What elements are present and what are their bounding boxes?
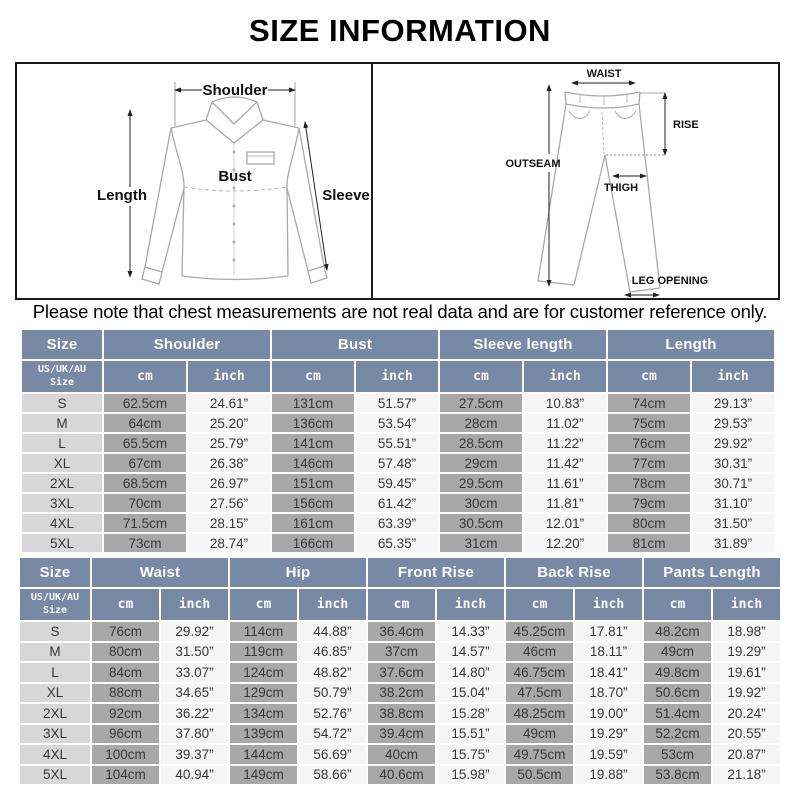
inch-value-cell: 11.42” bbox=[524, 454, 606, 472]
size-cell: L bbox=[20, 663, 90, 682]
cm-value-cell: 124cm bbox=[230, 663, 297, 682]
unit-inch: inch bbox=[161, 589, 228, 620]
cm-value-cell: 149cm bbox=[230, 766, 297, 785]
inch-value-cell: 37.80” bbox=[161, 725, 228, 744]
cm-value-cell: 84cm bbox=[92, 663, 159, 682]
size-row bbox=[22, 394, 774, 412]
shirt-size-table bbox=[20, 328, 776, 554]
inch-value-cell: 36.22” bbox=[161, 704, 228, 723]
size-cell: M bbox=[20, 643, 90, 662]
size-row bbox=[20, 663, 780, 682]
inch-value-cell: 10.83” bbox=[524, 394, 606, 412]
shoulder-label: Shoulder bbox=[202, 82, 268, 99]
col-bust: Bust bbox=[272, 330, 438, 359]
size-cell: 2XL bbox=[22, 474, 102, 492]
shirt-diagram-panel bbox=[17, 64, 373, 298]
size-header-line2: Size bbox=[42, 604, 68, 616]
inch-value-cell: 55.51” bbox=[356, 434, 438, 452]
cm-value-cell: 49.75cm bbox=[506, 745, 573, 764]
cm-value-cell: 40cm bbox=[368, 745, 435, 764]
inch-value-cell: 33.07” bbox=[161, 663, 228, 682]
cm-value-cell: 38.8cm bbox=[368, 704, 435, 723]
cm-value-cell: 131cm bbox=[272, 394, 354, 412]
pants-diagram-panel bbox=[373, 64, 778, 298]
size-cell: S bbox=[22, 394, 102, 412]
cm-value-cell: 36.4cm bbox=[368, 622, 435, 641]
us-uk-au-size-header bbox=[20, 589, 90, 620]
cm-value-cell: 80cm bbox=[92, 643, 159, 662]
unit-cm: cm bbox=[104, 361, 186, 392]
inch-value-cell: 56.69” bbox=[299, 745, 366, 764]
inch-value-cell: 15.98” bbox=[437, 766, 504, 785]
inch-value-cell: 19.29” bbox=[575, 725, 642, 744]
cm-value-cell: 74cm bbox=[608, 394, 690, 412]
inch-value-cell: 24.61” bbox=[188, 394, 270, 412]
size-row bbox=[22, 494, 774, 512]
cm-value-cell: 76cm bbox=[608, 434, 690, 452]
unit-inch: inch bbox=[437, 589, 504, 620]
inch-value-cell: 39.37” bbox=[161, 745, 228, 764]
inch-value-cell: 34.65” bbox=[161, 684, 228, 703]
cm-value-cell: 64cm bbox=[104, 414, 186, 432]
inch-value-cell: 53.54” bbox=[356, 414, 438, 432]
inch-value-cell: 28.74” bbox=[188, 534, 270, 552]
inch-value-cell: 28.15” bbox=[188, 514, 270, 532]
inch-value-cell: 30.71” bbox=[692, 474, 774, 492]
cm-value-cell: 53cm bbox=[644, 745, 711, 764]
inch-value-cell: 44.88” bbox=[299, 622, 366, 641]
inch-value-cell: 15.28” bbox=[437, 704, 504, 723]
cm-value-cell: 73cm bbox=[104, 534, 186, 552]
inch-value-cell: 15.04” bbox=[437, 684, 504, 703]
inch-value-cell: 31.50” bbox=[692, 514, 774, 532]
cm-value-cell: 50.6cm bbox=[644, 684, 711, 703]
size-row bbox=[20, 643, 780, 662]
pants-table-body bbox=[20, 622, 780, 784]
unit-cm: cm bbox=[440, 361, 522, 392]
size-row bbox=[22, 414, 774, 432]
size-row bbox=[22, 514, 774, 532]
size-cell: XL bbox=[22, 454, 102, 472]
size-row bbox=[20, 684, 780, 703]
size-row bbox=[20, 622, 780, 641]
inch-value-cell: 59.45” bbox=[356, 474, 438, 492]
reference-note: Please note that chest measurements are not real data and are for customer reference only. bbox=[32, 301, 768, 322]
size-cell: 5XL bbox=[22, 534, 102, 552]
cm-value-cell: 119cm bbox=[230, 643, 297, 662]
cm-value-cell: 76cm bbox=[92, 622, 159, 641]
col-pants-length: Pants Length bbox=[644, 558, 780, 587]
sleeve-label: Sleeve bbox=[322, 187, 370, 204]
inch-value-cell: 54.72” bbox=[299, 725, 366, 744]
cm-value-cell: 144cm bbox=[230, 745, 297, 764]
inch-value-cell: 11.02” bbox=[524, 414, 606, 432]
inch-value-cell: 14.33” bbox=[437, 622, 504, 641]
inch-value-cell: 52.76” bbox=[299, 704, 366, 723]
col-size: Size bbox=[22, 330, 102, 359]
size-cell: M bbox=[22, 414, 102, 432]
inch-value-cell: 19.29” bbox=[713, 643, 780, 662]
col-sleeve-length: Sleeve length bbox=[440, 330, 606, 359]
col-length: Length bbox=[608, 330, 774, 359]
cm-value-cell: 80cm bbox=[608, 514, 690, 532]
cm-value-cell: 68.5cm bbox=[104, 474, 186, 492]
unit-inch: inch bbox=[524, 361, 606, 392]
rise-label: RISE bbox=[673, 119, 699, 131]
size-header-line1: US/UK/AU bbox=[30, 592, 80, 603]
unit-cm: cm bbox=[506, 589, 573, 620]
cm-value-cell: 96cm bbox=[92, 725, 159, 744]
cm-value-cell: 30cm bbox=[440, 494, 522, 512]
cm-value-cell: 30.5cm bbox=[440, 514, 522, 532]
col-size: Size bbox=[20, 558, 90, 587]
cm-value-cell: 134cm bbox=[230, 704, 297, 723]
col-hip: Hip bbox=[230, 558, 366, 587]
cm-value-cell: 77cm bbox=[608, 454, 690, 472]
cm-value-cell: 48.2cm bbox=[644, 622, 711, 641]
cm-value-cell: 29cm bbox=[440, 454, 522, 472]
cm-value-cell: 46.75cm bbox=[506, 663, 573, 682]
inch-value-cell: 65.35” bbox=[356, 534, 438, 552]
unit-inch: inch bbox=[692, 361, 774, 392]
cm-value-cell: 88cm bbox=[92, 684, 159, 703]
unit-cm: cm bbox=[272, 361, 354, 392]
size-cell: 4XL bbox=[20, 745, 90, 764]
cm-value-cell: 100cm bbox=[92, 745, 159, 764]
inch-value-cell: 11.81” bbox=[524, 494, 606, 512]
inch-value-cell: 19.59” bbox=[575, 745, 642, 764]
cm-value-cell: 156cm bbox=[272, 494, 354, 512]
inch-value-cell: 20.55” bbox=[713, 725, 780, 744]
bust-line bbox=[184, 187, 287, 191]
size-row bbox=[20, 704, 780, 723]
inch-value-cell: 14.80” bbox=[437, 663, 504, 682]
size-cell: 4XL bbox=[22, 514, 102, 532]
inch-value-cell: 27.56” bbox=[188, 494, 270, 512]
inch-value-cell: 19.00” bbox=[575, 704, 642, 723]
inch-value-cell: 26.38” bbox=[188, 454, 270, 472]
cm-value-cell: 50.5cm bbox=[506, 766, 573, 785]
inch-value-cell: 29.92” bbox=[161, 622, 228, 641]
inch-value-cell: 51.57” bbox=[356, 394, 438, 412]
cm-value-cell: 37cm bbox=[368, 643, 435, 662]
size-cell: S bbox=[20, 622, 90, 641]
cm-value-cell: 49cm bbox=[644, 643, 711, 662]
cm-value-cell: 62.5cm bbox=[104, 394, 186, 412]
size-row bbox=[22, 454, 774, 472]
unit-cm: cm bbox=[608, 361, 690, 392]
cm-value-cell: 37.6cm bbox=[368, 663, 435, 682]
waist-label: WAIST bbox=[586, 68, 622, 80]
cm-value-cell: 45.25cm bbox=[506, 622, 573, 641]
cm-value-cell: 114cm bbox=[230, 622, 297, 641]
inch-value-cell: 19.88” bbox=[575, 766, 642, 785]
inch-value-cell: 19.61” bbox=[713, 663, 780, 682]
cm-value-cell: 29.5cm bbox=[440, 474, 522, 492]
size-cell: 2XL bbox=[20, 704, 90, 723]
inch-value-cell: 12.01” bbox=[524, 514, 606, 532]
unit-cm: cm bbox=[92, 589, 159, 620]
cm-value-cell: 81cm bbox=[608, 534, 690, 552]
size-cell: L bbox=[22, 434, 102, 452]
inch-value-cell: 25.79” bbox=[188, 434, 270, 452]
cm-value-cell: 27.5cm bbox=[440, 394, 522, 412]
page-title: SIZE INFORMATION bbox=[249, 13, 551, 48]
cm-value-cell: 46cm bbox=[506, 643, 573, 662]
unit-inch: inch bbox=[188, 361, 270, 392]
inch-value-cell: 17.81” bbox=[575, 622, 642, 641]
inch-value-cell: 29.92” bbox=[692, 434, 774, 452]
pants-outline bbox=[538, 92, 660, 292]
inch-value-cell: 19.92” bbox=[713, 684, 780, 703]
inch-value-cell: 20.24” bbox=[713, 704, 780, 723]
size-cell: 3XL bbox=[20, 725, 90, 744]
inch-value-cell: 26.97” bbox=[188, 474, 270, 492]
inch-value-cell: 18.11” bbox=[575, 643, 642, 662]
cm-value-cell: 71.5cm bbox=[104, 514, 186, 532]
cm-value-cell: 49.8cm bbox=[644, 663, 711, 682]
inch-value-cell: 14.57” bbox=[437, 643, 504, 662]
pants-details bbox=[580, 94, 627, 154]
shirt-table-body bbox=[22, 394, 774, 552]
group-header-row bbox=[22, 330, 774, 359]
cm-value-cell: 129cm bbox=[230, 684, 297, 703]
size-row bbox=[22, 434, 774, 452]
size-header-line1: US/UK/AU bbox=[37, 364, 87, 375]
cm-value-cell: 136cm bbox=[272, 414, 354, 432]
inch-value-cell: 15.75” bbox=[437, 745, 504, 764]
cm-value-cell: 38.2cm bbox=[368, 684, 435, 703]
col-waist: Waist bbox=[92, 558, 228, 587]
col-back-rise: Back Rise bbox=[506, 558, 642, 587]
group-header-row bbox=[20, 558, 780, 587]
unit-cm: cm bbox=[368, 589, 435, 620]
cm-value-cell: 28.5cm bbox=[440, 434, 522, 452]
cm-value-cell: 52.2cm bbox=[644, 725, 711, 744]
leg-opening-label: LEG OPENING bbox=[631, 275, 709, 287]
cm-value-cell: 146cm bbox=[272, 454, 354, 472]
inch-value-cell: 11.22” bbox=[524, 434, 606, 452]
size-cell: 3XL bbox=[22, 494, 102, 512]
unit-inch: inch bbox=[575, 589, 642, 620]
us-uk-au-size-header bbox=[22, 361, 102, 392]
thigh-label: THIGH bbox=[603, 182, 639, 194]
cm-value-cell: 65.5cm bbox=[104, 434, 186, 452]
unit-cm: cm bbox=[230, 589, 297, 620]
bust-label: Bust bbox=[218, 168, 252, 185]
inch-value-cell: 31.10” bbox=[692, 494, 774, 512]
cm-value-cell: 104cm bbox=[92, 766, 159, 785]
size-header-line2: Size bbox=[49, 376, 75, 388]
cm-value-cell: 51.4cm bbox=[644, 704, 711, 723]
cm-value-cell: 151cm bbox=[272, 474, 354, 492]
size-row bbox=[20, 725, 780, 744]
cm-value-cell: 39.4cm bbox=[368, 725, 435, 744]
unit-header-row bbox=[20, 589, 780, 620]
inch-value-cell: 57.48” bbox=[356, 454, 438, 472]
inch-value-cell: 40.94” bbox=[161, 766, 228, 785]
outseam-label: OUTSEAM bbox=[505, 158, 561, 170]
cm-value-cell: 161cm bbox=[272, 514, 354, 532]
shirt-diagram bbox=[17, 64, 371, 298]
pants-size-table bbox=[18, 556, 782, 786]
inch-value-cell: 29.13” bbox=[692, 394, 774, 412]
unit-cm: cm bbox=[644, 589, 711, 620]
col-front-rise: Front Rise bbox=[368, 558, 504, 587]
cm-value-cell: 49cm bbox=[506, 725, 573, 744]
inch-value-cell: 30.31” bbox=[692, 454, 774, 472]
cm-value-cell: 92cm bbox=[92, 704, 159, 723]
inch-value-cell: 12.20” bbox=[524, 534, 606, 552]
inch-value-cell: 11.61” bbox=[524, 474, 606, 492]
inch-value-cell: 18.41” bbox=[575, 663, 642, 682]
inch-value-cell: 18.98” bbox=[713, 622, 780, 641]
size-cell: XL bbox=[20, 684, 90, 703]
unit-inch: inch bbox=[299, 589, 366, 620]
cm-value-cell: 70cm bbox=[104, 494, 186, 512]
inch-value-cell: 18.70” bbox=[575, 684, 642, 703]
cm-value-cell: 40.6cm bbox=[368, 766, 435, 785]
cm-value-cell: 78cm bbox=[608, 474, 690, 492]
measurement-diagram-box bbox=[15, 62, 780, 300]
cm-value-cell: 75cm bbox=[608, 414, 690, 432]
inch-value-cell: 31.89” bbox=[692, 534, 774, 552]
inch-value-cell: 50.79” bbox=[299, 684, 366, 703]
size-row bbox=[20, 766, 780, 785]
inch-value-cell: 48.82” bbox=[299, 663, 366, 682]
cm-value-cell: 31cm bbox=[440, 534, 522, 552]
cm-value-cell: 53.8cm bbox=[644, 766, 711, 785]
inch-value-cell: 25.20” bbox=[188, 414, 270, 432]
col-shoulder: Shoulder bbox=[104, 330, 270, 359]
inch-value-cell: 31.50” bbox=[161, 643, 228, 662]
size-cell: 5XL bbox=[20, 766, 90, 785]
unit-inch: inch bbox=[356, 361, 438, 392]
inch-value-cell: 58.66” bbox=[299, 766, 366, 785]
cm-value-cell: 47.5cm bbox=[506, 684, 573, 703]
inch-value-cell: 15.51” bbox=[437, 725, 504, 744]
inch-value-cell: 20.87” bbox=[713, 745, 780, 764]
inch-value-cell: 63.39” bbox=[356, 514, 438, 532]
cm-value-cell: 28cm bbox=[440, 414, 522, 432]
inch-value-cell: 21.18” bbox=[713, 766, 780, 785]
length-label: Length bbox=[97, 187, 147, 204]
cm-value-cell: 141cm bbox=[272, 434, 354, 452]
size-row bbox=[22, 474, 774, 492]
cm-value-cell: 67cm bbox=[104, 454, 186, 472]
inch-value-cell: 46.85” bbox=[299, 643, 366, 662]
size-row bbox=[20, 745, 780, 764]
inch-value-cell: 29.53” bbox=[692, 414, 774, 432]
size-row bbox=[22, 534, 774, 552]
pants-diagram bbox=[373, 64, 778, 298]
unit-header-row bbox=[22, 361, 774, 392]
inch-value-cell: 61.42” bbox=[356, 494, 438, 512]
cm-value-cell: 166cm bbox=[272, 534, 354, 552]
cm-value-cell: 48.25cm bbox=[506, 704, 573, 723]
unit-inch: inch bbox=[713, 589, 780, 620]
cm-value-cell: 79cm bbox=[608, 494, 690, 512]
cm-value-cell: 139cm bbox=[230, 725, 297, 744]
